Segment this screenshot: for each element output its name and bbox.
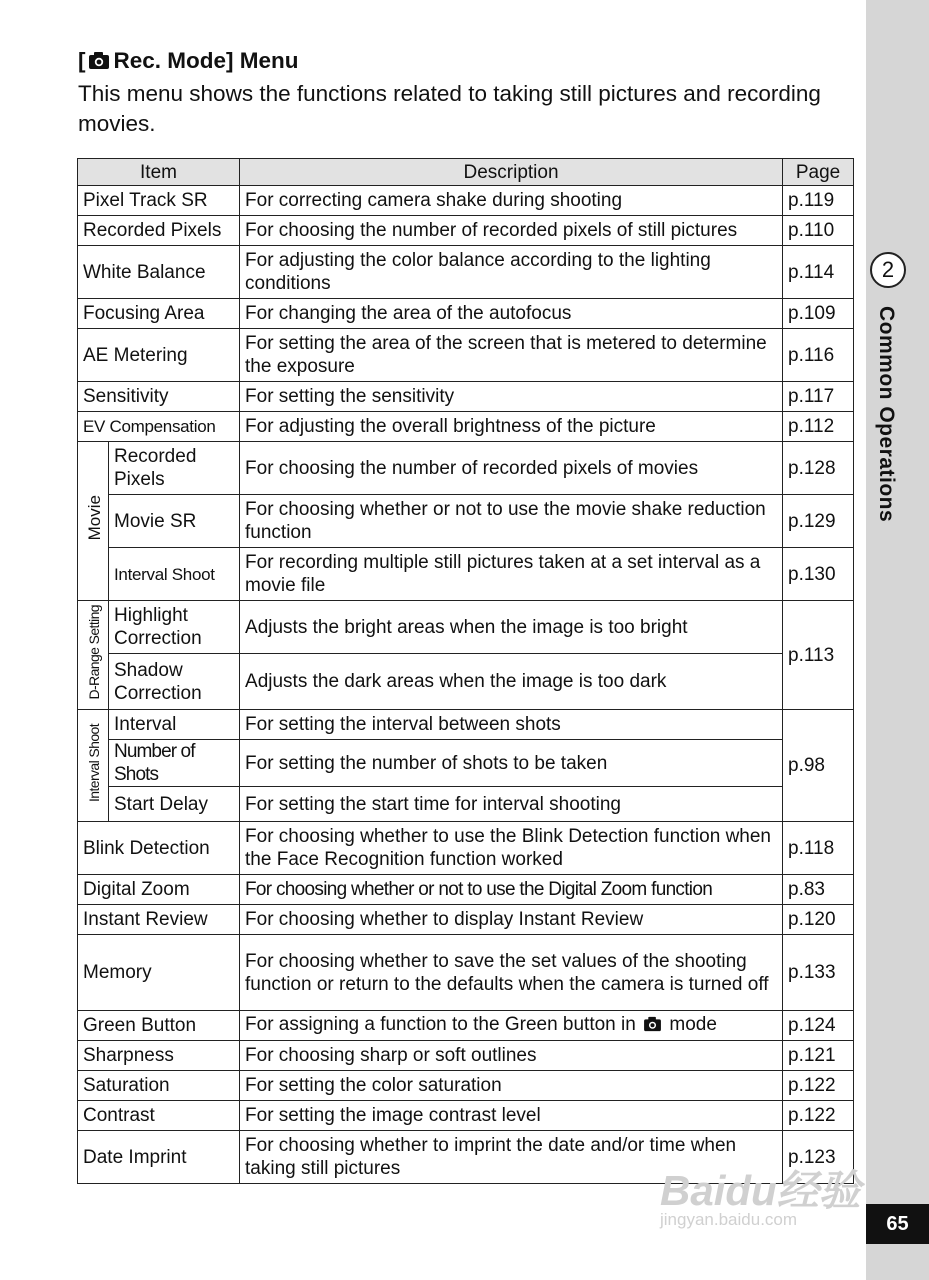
row-item: Pixel Track SR	[78, 186, 240, 216]
table-row	[78, 710, 854, 740]
chapter-sidebar	[866, 0, 929, 1280]
table-row	[78, 601, 854, 654]
row-item: Instant Review	[78, 905, 240, 935]
table-row	[78, 329, 854, 382]
row-page: p.122	[783, 1071, 854, 1101]
row-item: EV Compensation	[78, 412, 240, 442]
chapter-number-badge: 2	[870, 252, 906, 288]
row-item: Recorded Pixels	[109, 442, 240, 495]
table-row	[78, 382, 854, 412]
row-description: For choosing whether or not to use the movie shake reduction function	[240, 495, 783, 548]
row-description: Adjusts the dark areas when the image is too dark	[240, 654, 783, 710]
row-page: p.112	[783, 412, 854, 442]
header-page: Page	[783, 159, 854, 186]
table-row	[78, 822, 854, 875]
rec-mode-menu-table	[77, 158, 854, 1184]
row-item: Sensitivity	[78, 382, 240, 412]
row-item: Digital Zoom	[78, 875, 240, 905]
table-row	[78, 935, 854, 1011]
row-description: For setting the color saturation	[240, 1071, 783, 1101]
page-number: 65	[866, 1204, 929, 1244]
intro-text: This menu shows the functions related to taking still pictures and recording movies.	[78, 81, 821, 136]
table-row	[78, 216, 854, 246]
row-description: For choosing whether or not to use the Digital Zoom function	[240, 875, 783, 905]
row-item: AE Metering	[78, 329, 240, 382]
row-item: Start Delay	[109, 787, 240, 822]
row-description-after: mode	[669, 1014, 717, 1035]
camera-icon	[643, 1015, 662, 1038]
group-label-drange: D-Range Setting	[78, 601, 109, 710]
row-page: p.119	[783, 186, 854, 216]
row-page: p.114	[783, 246, 854, 299]
row-description: For changing the area of the autofocus	[240, 299, 783, 329]
row-page: p.124	[783, 1011, 854, 1041]
row-description: For adjusting the color balance according to the lighting conditions	[240, 246, 783, 299]
row-description: For choosing whether to imprint the date and/or time when taking still pictures	[240, 1131, 783, 1184]
table-row	[78, 875, 854, 905]
row-description: For correcting camera shake during shooting	[240, 186, 783, 216]
table-row	[78, 548, 854, 601]
row-page: p.83	[783, 875, 854, 905]
row-page: p.109	[783, 299, 854, 329]
watermark-logo-text: Baidu经验	[660, 1167, 861, 1214]
row-description: Adjusts the bright areas when the image is too bright	[240, 601, 783, 654]
table-row	[78, 654, 854, 710]
table-row	[78, 1041, 854, 1071]
row-item: Number of Shots	[109, 740, 240, 787]
table-row	[78, 1071, 854, 1101]
camera-icon	[88, 50, 110, 76]
row-page: p.116	[783, 329, 854, 382]
table-row	[78, 740, 854, 787]
table-row	[78, 442, 854, 495]
table-row	[78, 299, 854, 329]
row-item: Movie SR	[109, 495, 240, 548]
heading-bracket: [	[78, 48, 86, 73]
chapter-title: Common Operations	[875, 306, 898, 523]
row-item: Focusing Area	[78, 299, 240, 329]
row-item: Shadow Correction	[109, 654, 240, 710]
row-page: p.123	[783, 1131, 854, 1184]
row-page: p.133	[783, 935, 854, 1011]
table-row	[78, 1101, 854, 1131]
table-row	[78, 905, 854, 935]
row-item: Green Button	[78, 1011, 240, 1041]
baidu-watermark	[660, 1158, 861, 1229]
row-page: p.118	[783, 822, 854, 875]
watermark-url: jingyan.baidu.com	[660, 1210, 798, 1229]
row-item: White Balance	[78, 246, 240, 299]
row-description: For choosing whether to display Instant Review	[240, 905, 783, 935]
row-description: For setting the area of the screen that is metered to determine the exposure	[240, 329, 783, 382]
row-page: p.113	[783, 601, 854, 710]
row-description: For choosing whether to save the set values of the shooting function or return to the defaults when the camera is turned off	[240, 935, 783, 1011]
table-row	[78, 1011, 854, 1041]
row-page: p.120	[783, 905, 854, 935]
row-page: p.122	[783, 1101, 854, 1131]
group-label-movie: Movie	[78, 442, 109, 601]
row-description: For recording multiple still pictures taken at a set interval as a movie file	[240, 548, 783, 601]
group-label-interval: Interval Shoot	[78, 710, 109, 822]
row-description: For setting the start time for interval shooting	[240, 787, 783, 822]
row-page: p.130	[783, 548, 854, 601]
row-description: For setting the number of shots to be taken	[240, 740, 783, 787]
row-item: Recorded Pixels	[78, 216, 240, 246]
row-page: p.110	[783, 216, 854, 246]
table-row	[78, 495, 854, 548]
row-description: For setting the interval between shots	[240, 710, 783, 740]
row-description: For choosing the number of recorded pixels of movies	[240, 442, 783, 495]
row-description	[240, 1011, 783, 1041]
row-description-before: For assigning a function to the Green button in	[245, 1014, 636, 1035]
heading-text: Rec. Mode] Menu	[113, 48, 299, 73]
table-row	[78, 186, 854, 216]
row-item: Blink Detection	[78, 822, 240, 875]
row-description: For choosing whether to use the Blink Detection function when the Face Recognition function worked	[240, 822, 783, 875]
row-page: p.121	[783, 1041, 854, 1071]
row-item: Date Imprint	[78, 1131, 240, 1184]
row-item: Memory	[78, 935, 240, 1011]
table-row	[78, 787, 854, 822]
row-item: Highlight Correction	[109, 601, 240, 654]
table-row	[78, 246, 854, 299]
row-page: p.117	[783, 382, 854, 412]
row-page: p.129	[783, 495, 854, 548]
row-item: Saturation	[78, 1071, 240, 1101]
row-description: For setting the sensitivity	[240, 382, 783, 412]
header-item: Item	[78, 159, 240, 186]
table-header-row	[78, 159, 854, 186]
row-page: p.98	[783, 710, 854, 822]
row-page: p.128	[783, 442, 854, 495]
header-description: Description	[240, 159, 783, 186]
row-description: For adjusting the overall brightness of the picture	[240, 412, 783, 442]
row-description: For setting the image contrast level	[240, 1101, 783, 1131]
table-row	[78, 412, 854, 442]
row-item: Contrast	[78, 1101, 240, 1131]
row-description: For choosing sharp or soft outlines	[240, 1041, 783, 1071]
page-title	[78, 48, 299, 76]
row-item: Sharpness	[78, 1041, 240, 1071]
row-item: Interval	[109, 710, 240, 740]
row-item: Interval Shoot	[109, 548, 240, 601]
row-description: For choosing the number of recorded pixels of still pictures	[240, 216, 783, 246]
